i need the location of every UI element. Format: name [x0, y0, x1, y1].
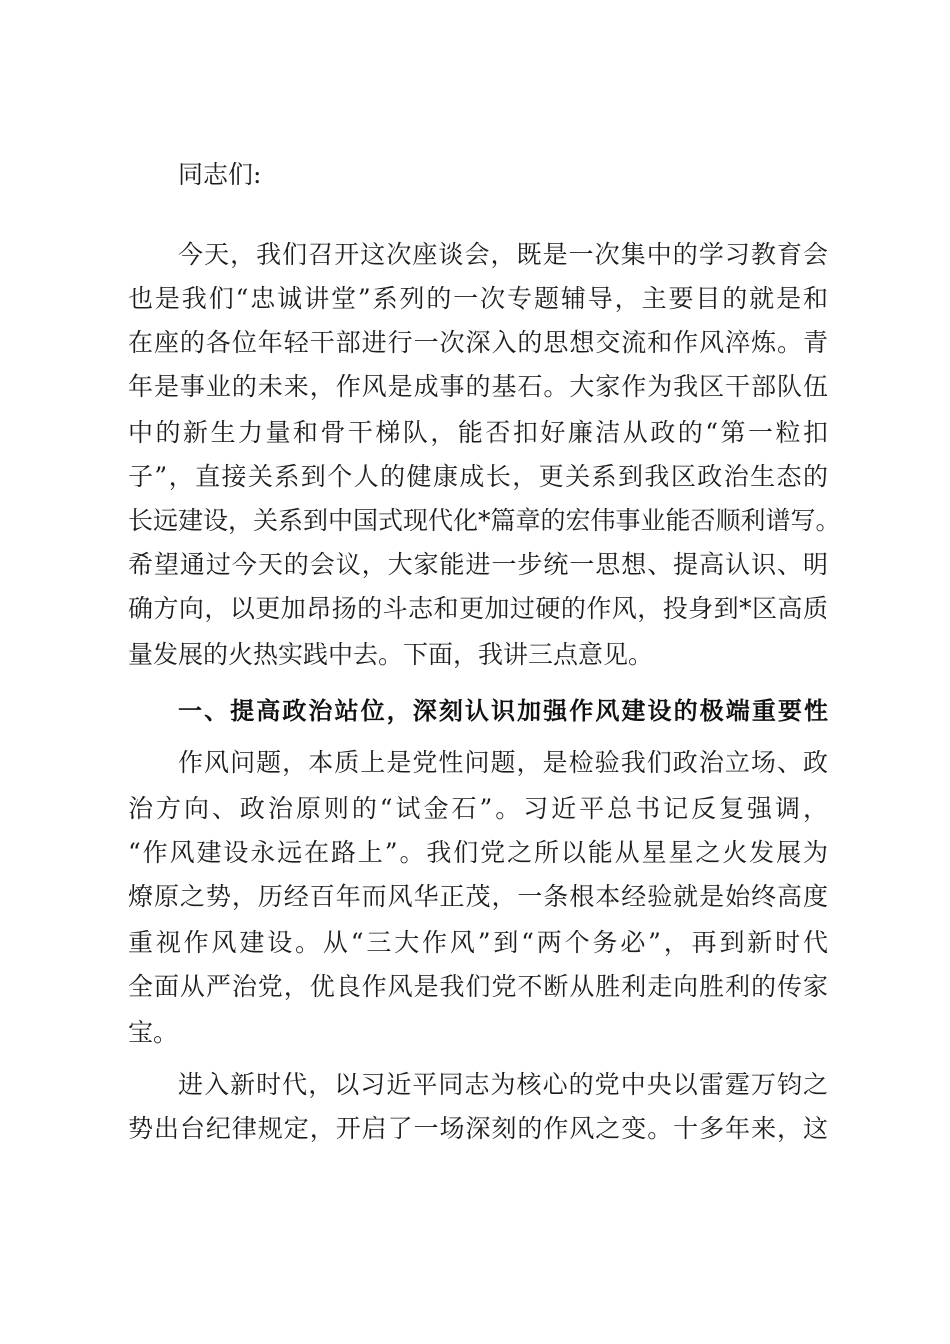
- section-1-para-2-line-1: 进入新时代，以习近平同志为核心的党中央以雷霆万钧之: [178, 1070, 828, 1099]
- intro-line-2: 也是我们“忠诚讲堂”系列的一次专题辅导，主要目的就是和: [128, 284, 828, 313]
- intro-line-8: 希望通过今天的会议，大家能进一步统一思想、提高认识、明: [128, 550, 828, 579]
- salutation: 同志们:: [178, 160, 262, 189]
- section-1-heading: 一、提高政治站位，深刻认识加强作风建设的极端重要性: [178, 697, 828, 725]
- intro-line-9: 确方向，以更加昂扬的斗志和更加过硬的作风，投身到*区高质: [128, 594, 828, 623]
- intro-line-10: 量发展的火热实践中去。下面，我讲三点意见。: [128, 640, 654, 669]
- intro-line-3: 在座的各位年轻干部进行一次深入的思想交流和作风淬炼。青: [128, 328, 828, 357]
- intro-line-5: 中的新生力量和骨干梯队，能否扣好廉洁从政的“第一粒扣: [128, 418, 828, 447]
- section-1-para-1-line-6: 全面从严治党，优良作风是我们党不断从胜利走向胜利的传家: [128, 972, 828, 1001]
- section-1-para-1-line-3: “作风建设永远在路上”。我们党之所以能从星星之火发展为: [128, 838, 828, 867]
- section-1-para-1-line-2: 治方向、政治原则的“试金石”。习近平总书记反复强调，: [128, 794, 828, 823]
- intro-line-4: 年是事业的未来，作风是成事的基石。大家作为我区干部队伍: [128, 372, 828, 401]
- section-1-para-2-line-2: 势出台纪律规定，开启了一场深刻的作风之变。十多年来，这: [128, 1114, 828, 1143]
- section-1-para-1-line-5: 重视作风建设。从“三大作风”到“两个务必”，再到新时代: [128, 928, 828, 957]
- intro-line-1: 今天，我们召开这次座谈会，既是一次集中的学习教育会: [178, 240, 828, 269]
- section-1-para-1-line-1: 作风问题，本质上是党性问题，是检验我们政治立场、政: [178, 748, 828, 777]
- intro-line-7: 长远建设，关系到中国式现代化*篇章的宏伟事业能否顺利谱写。: [128, 506, 841, 535]
- section-1-para-1-line-4: 燎原之势，历经百年而风华正茂，一条根本经验就是始终高度: [128, 882, 828, 911]
- section-1-para-1-line-7: 宝。: [128, 1018, 179, 1047]
- intro-line-6: 子”，直接关系到个人的健康成长，更关系到我区政治生态的: [128, 462, 828, 491]
